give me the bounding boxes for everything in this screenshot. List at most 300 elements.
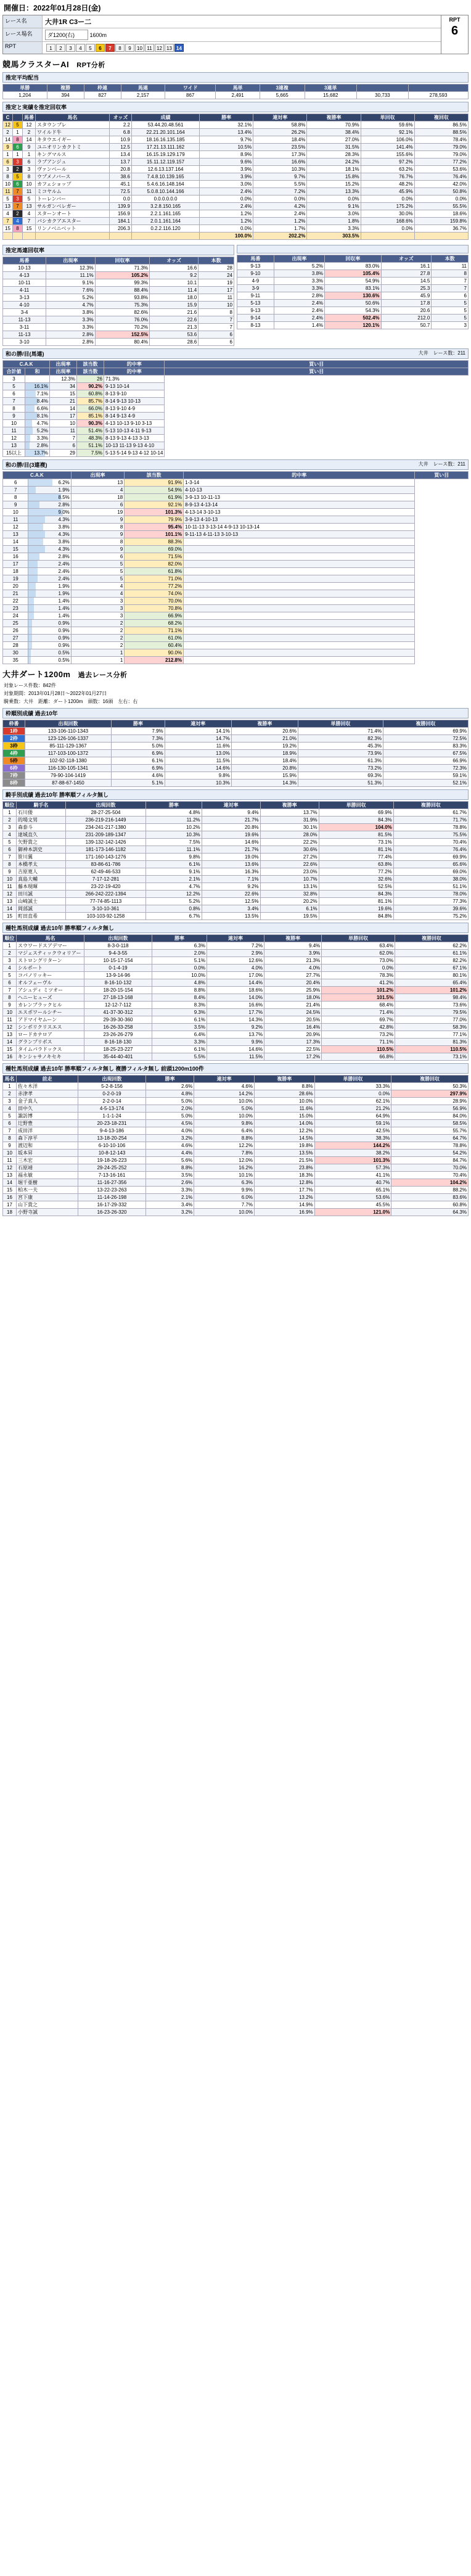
table-row[interactable] xyxy=(3,876,469,883)
win-rate: 11.1% xyxy=(146,846,202,854)
win-rate: 3.9% xyxy=(200,166,253,173)
rank: 3 xyxy=(3,824,17,831)
show-rate: 21.0% xyxy=(231,735,298,743)
cell-3: 28.6 xyxy=(150,339,199,346)
table-row[interactable] xyxy=(3,1031,469,1039)
bet-combination xyxy=(184,575,415,583)
table-row[interactable] xyxy=(3,1135,469,1142)
win-return: 45.5% xyxy=(314,1201,391,1209)
show-rate: 32.8% xyxy=(260,891,319,898)
win-rate: 6.1% xyxy=(112,757,165,765)
record-value: 62-49-46-533 xyxy=(66,868,146,876)
hit-count: 3 xyxy=(71,598,125,605)
table-row[interactable] xyxy=(3,568,469,575)
record-value: 12.6.13.137.164 xyxy=(132,166,200,173)
table-row[interactable] xyxy=(3,302,234,309)
table-row[interactable] xyxy=(3,772,469,780)
win-return: 69.7% xyxy=(322,1016,395,1024)
name: カレンブラックヒル xyxy=(17,1002,84,1009)
quinella-rate: 14.6% xyxy=(202,839,260,846)
table-row[interactable] xyxy=(3,1009,469,1016)
table-row[interactable] xyxy=(3,965,469,972)
table-row[interactable] xyxy=(3,509,469,516)
hit-count: 29 xyxy=(50,450,77,457)
table-row[interactable] xyxy=(3,494,469,501)
table-row[interactable] xyxy=(3,479,469,487)
total-blank xyxy=(3,232,13,240)
table-row[interactable] xyxy=(3,861,469,868)
table-row[interactable] xyxy=(3,144,469,151)
number-button-5[interactable]: 5 xyxy=(86,44,95,52)
table-row[interactable] xyxy=(3,898,469,905)
number-button-2[interactable]: 2 xyxy=(56,44,65,52)
table-row[interactable] xyxy=(3,891,469,898)
show-return: 69.0% xyxy=(393,868,468,876)
record-value: 9-4-13-186 xyxy=(78,1127,146,1135)
table-row[interactable] xyxy=(3,1105,469,1113)
table-row[interactable] xyxy=(3,324,234,331)
table-row[interactable] xyxy=(3,809,469,817)
record-value: 8-16-10-132 xyxy=(84,979,152,987)
table-row[interactable] xyxy=(3,398,469,405)
table-row[interactable] xyxy=(3,605,469,612)
appearance-rate: 2.8% xyxy=(28,553,71,561)
avg-payout-table xyxy=(2,84,469,99)
table-row[interactable] xyxy=(3,831,469,839)
rank: 15 xyxy=(3,1046,17,1053)
si-h-0: 馬名 xyxy=(3,1076,17,1083)
horse-name: ラブアンジュ xyxy=(36,158,110,166)
cell-3: 16.1 xyxy=(381,263,432,270)
quinella-rate: 9.7% xyxy=(253,173,307,181)
frame-number: 7 xyxy=(13,203,23,210)
cell-0: 3-10 xyxy=(3,339,46,346)
section4-meta2: 対象期間：2013年01月28日～2022年01月27日 xyxy=(4,691,107,696)
table-row[interactable] xyxy=(3,1053,469,1061)
quinella-rate: 14.7% xyxy=(165,735,231,743)
cell-2: 54.3% xyxy=(325,307,381,315)
table-row[interactable] xyxy=(3,728,469,735)
number-button-1[interactable]: 1 xyxy=(46,44,55,52)
cell-0: 10-13 xyxy=(3,265,46,272)
s3-h-3: 的中率 xyxy=(184,472,415,479)
table-row[interactable] xyxy=(3,1142,469,1150)
win-return: 30.0% xyxy=(361,210,414,218)
table-row[interactable] xyxy=(3,188,469,195)
number-button-6[interactable]: 6 xyxy=(96,44,105,52)
win-return: 78.3% xyxy=(322,972,395,979)
table-row[interactable] xyxy=(3,987,469,994)
show-rate: 15.8% xyxy=(307,173,361,181)
name: 三木宏 xyxy=(17,1157,78,1164)
table-row[interactable] xyxy=(3,1172,469,1179)
record-value: 0.0.0.0.0.0 xyxy=(132,195,200,203)
table-row[interactable] xyxy=(3,883,469,891)
s2-sum-label: 合計値 xyxy=(3,368,25,376)
table-row[interactable] xyxy=(237,300,469,307)
win-rate: 1.2% xyxy=(200,218,253,225)
cell-3: 53.6 xyxy=(150,331,199,339)
table-row[interactable] xyxy=(237,263,469,270)
table-row[interactable] xyxy=(3,538,469,546)
table-row[interactable] xyxy=(3,524,469,531)
hit-count: 5 xyxy=(71,561,125,568)
frame-number: 8 xyxy=(13,136,23,144)
win-return: 63.4% xyxy=(322,942,395,950)
table-row[interactable] xyxy=(3,642,469,649)
record-value: 9-4-3-55 xyxy=(84,950,152,957)
number-buttons xyxy=(43,42,187,54)
quinella-rate: 10.3% xyxy=(165,780,231,787)
table-row[interactable] xyxy=(3,1209,469,1216)
table-row[interactable] xyxy=(3,1024,469,1031)
table-row[interactable] xyxy=(3,173,469,181)
cell-3: 22.6 xyxy=(150,316,199,324)
show-rate: 20.2% xyxy=(260,898,319,905)
rank: 17 xyxy=(3,1201,17,1209)
table-row[interactable] xyxy=(3,1201,469,1209)
number-button-12[interactable]: 12 xyxy=(155,44,164,52)
table-row[interactable] xyxy=(3,376,469,383)
win-rate: 8.9% xyxy=(200,151,253,158)
table-row[interactable] xyxy=(237,307,469,315)
table-row[interactable] xyxy=(3,765,469,772)
table-row[interactable] xyxy=(3,309,234,316)
win-rate: 6.7% xyxy=(146,913,202,920)
table-row[interactable] xyxy=(3,1157,469,1164)
s2-h-0: 和 xyxy=(25,368,50,376)
odds-value: 13.4 xyxy=(110,151,132,158)
cell-3: 45.9 xyxy=(381,292,432,300)
show-return: 64.3% xyxy=(391,1209,469,1216)
win-return: 141.4% xyxy=(361,144,414,151)
table-row[interactable] xyxy=(237,270,469,278)
record-value: 117-103-100-1372 xyxy=(25,750,112,757)
table-row[interactable] xyxy=(3,450,469,457)
umaren-table-right xyxy=(237,255,469,329)
tr-h-7: 複勝回収 xyxy=(395,935,469,942)
jk-h-5: 複勝率 xyxy=(260,802,319,809)
win-return: 42.8% xyxy=(322,1024,395,1031)
table-row[interactable] xyxy=(3,839,469,846)
name: 坂本昇 xyxy=(17,1150,78,1157)
record-value: 16.15.19.129.179 xyxy=(132,151,200,158)
cell-2: 502.4% xyxy=(325,315,381,322)
win-return: 77.4% xyxy=(319,854,393,861)
table-row[interactable] xyxy=(3,994,469,1002)
show-return: 39.6% xyxy=(393,905,468,913)
bet-combination xyxy=(184,561,415,568)
win-return: 84.8% xyxy=(319,913,393,920)
frame-label: 7枠 xyxy=(3,772,25,780)
avg-v-5: 2,491 xyxy=(216,92,260,99)
est-h-3: 馬名 xyxy=(36,114,110,121)
table-row[interactable] xyxy=(3,316,234,324)
estimate-c: 1 xyxy=(3,151,13,158)
table-row[interactable] xyxy=(3,383,469,390)
number-button-14[interactable]: 14 xyxy=(174,44,184,52)
avg-h-5: 馬単 xyxy=(216,84,260,92)
hit-count: 13 xyxy=(71,479,125,487)
sum-value: 7 xyxy=(3,398,25,405)
horse-name: トーレンバー xyxy=(36,195,110,203)
record-value: 2-2-0-14 xyxy=(78,1098,146,1105)
record-value: 234-241-217-1380 xyxy=(66,824,146,831)
table-row[interactable] xyxy=(3,195,469,203)
bet-combination xyxy=(184,612,415,620)
quinella-rate: 13.6% xyxy=(202,861,260,868)
table-row[interactable] xyxy=(3,553,469,561)
table-row[interactable] xyxy=(3,1046,469,1053)
quinella-rate: 13.0% xyxy=(165,750,231,757)
win-rate: 6.9% xyxy=(112,750,165,757)
table-row[interactable] xyxy=(3,575,469,583)
table-row[interactable] xyxy=(3,757,469,765)
cell-2: 70.2% xyxy=(95,324,149,331)
sum-value: 10 xyxy=(3,509,28,516)
win-rate: 6.3% xyxy=(152,942,207,950)
win-rate: 1.2% xyxy=(200,210,253,218)
number-button-13[interactable]: 13 xyxy=(165,44,174,52)
rank: 9 xyxy=(3,1142,17,1150)
table-row[interactable] xyxy=(3,501,469,509)
win-return: 69.3% xyxy=(298,772,383,780)
hit-rate: 71.1% xyxy=(125,627,184,635)
show-rate: 27.0% xyxy=(307,136,361,144)
table-row[interactable] xyxy=(3,846,469,854)
quinella-rate: 20.8% xyxy=(202,824,260,831)
table-row[interactable] xyxy=(3,1016,469,1024)
hit-count: 2 xyxy=(71,642,125,649)
table-row[interactable] xyxy=(3,957,469,965)
table-row[interactable] xyxy=(237,278,469,285)
table-row[interactable] xyxy=(3,136,469,144)
table-row[interactable] xyxy=(3,272,234,279)
table-row[interactable] xyxy=(3,913,469,920)
name: 達城直久 xyxy=(17,831,66,839)
win-rate: 3.3% xyxy=(146,1187,194,1194)
table-row[interactable] xyxy=(3,979,469,987)
table-row[interactable] xyxy=(237,285,469,292)
table-row[interactable] xyxy=(237,315,469,322)
course-input[interactable]: ダ1200(右) xyxy=(45,30,88,40)
hit-count: 9 xyxy=(71,546,125,553)
appearance-rate: 1.9% xyxy=(28,583,71,590)
odds-value: 2.2 xyxy=(110,121,132,129)
show-return: 84.0% xyxy=(391,1113,469,1120)
table-row[interactable] xyxy=(3,427,469,435)
rank: 12 xyxy=(3,1164,17,1172)
number-button-3[interactable]: 3 xyxy=(66,44,75,52)
table-row[interactable] xyxy=(3,405,469,413)
table-row[interactable] xyxy=(3,735,469,743)
win-rate: 5.0% xyxy=(146,1113,194,1120)
table-row[interactable] xyxy=(3,972,469,979)
number-button-7[interactable]: 7 xyxy=(105,44,115,52)
table-row[interactable] xyxy=(3,561,469,568)
table-row[interactable] xyxy=(3,649,469,657)
table-row[interactable] xyxy=(3,279,234,287)
rank: 9 xyxy=(3,1002,17,1009)
table-row[interactable] xyxy=(3,158,469,166)
table-row[interactable] xyxy=(3,854,469,861)
table-row[interactable] xyxy=(3,1002,469,1009)
win-rate: 9.7% xyxy=(200,136,253,144)
table-row[interactable] xyxy=(3,905,469,913)
sum-value: 6 xyxy=(3,390,25,398)
race-course-value xyxy=(43,28,109,41)
record-value: 266-242-222-1394 xyxy=(66,891,146,898)
frame-number: 6 xyxy=(13,144,23,151)
table-row[interactable] xyxy=(3,225,469,232)
table-row[interactable] xyxy=(3,166,469,173)
win-rate: 8.3% xyxy=(152,1002,207,1009)
number-button-8[interactable]: 8 xyxy=(115,44,125,52)
frame-label: 3枠 xyxy=(3,743,25,750)
number-button-10[interactable]: 10 xyxy=(135,44,144,52)
table-row[interactable] xyxy=(3,121,469,129)
table-row[interactable] xyxy=(3,868,469,876)
rank: 3 xyxy=(3,1098,17,1105)
table-row[interactable] xyxy=(3,339,234,346)
record-value: 29-39-30-360 xyxy=(84,1016,152,1024)
table-row[interactable] xyxy=(3,1113,469,1120)
table-row[interactable] xyxy=(3,750,469,757)
table-row[interactable] xyxy=(3,181,469,188)
table-row[interactable] xyxy=(3,516,469,524)
table-row[interactable] xyxy=(3,1083,469,1090)
table-row[interactable] xyxy=(3,210,469,218)
table-row[interactable] xyxy=(3,824,469,831)
quinella-rate: 8.8% xyxy=(194,1135,255,1142)
bet-combination xyxy=(184,642,415,649)
show-rate: 28.3% xyxy=(307,151,361,158)
table-row[interactable] xyxy=(3,590,469,598)
table-row[interactable] xyxy=(3,620,469,627)
table-row[interactable] xyxy=(3,627,469,635)
table-row[interactable] xyxy=(3,390,469,398)
table-row[interactable] xyxy=(3,1090,469,1098)
table-row[interactable] xyxy=(3,218,469,225)
table-row[interactable] xyxy=(3,1187,469,1194)
table-row[interactable] xyxy=(3,583,469,590)
table-row[interactable] xyxy=(3,1120,469,1127)
est-h-4: オッズ xyxy=(110,114,132,121)
table-row[interactable] xyxy=(3,151,469,158)
win-return: 63.2% xyxy=(361,166,414,173)
table-row[interactable] xyxy=(3,265,234,272)
sum-value: 20 xyxy=(3,583,28,590)
bet-combination xyxy=(184,590,415,598)
table-row[interactable] xyxy=(3,1098,469,1105)
table-row[interactable] xyxy=(237,292,469,300)
show-rate: 20.4% xyxy=(264,979,322,987)
table-row[interactable] xyxy=(3,950,469,957)
table-row[interactable] xyxy=(3,287,234,294)
show-rate: 18.3% xyxy=(254,1172,314,1179)
table-row[interactable] xyxy=(3,598,469,605)
show-rate: 14.5% xyxy=(254,1135,314,1142)
table-row[interactable] xyxy=(3,1194,469,1201)
table-row[interactable] xyxy=(3,331,234,339)
show-rate: 6.1% xyxy=(260,905,319,913)
table-row[interactable] xyxy=(3,657,469,664)
table-row[interactable] xyxy=(3,294,234,302)
sum-value: 25 xyxy=(3,620,28,627)
number-button-9[interactable]: 9 xyxy=(125,44,134,52)
est-h-5: 成績 xyxy=(132,114,200,121)
sum-value: 27 xyxy=(3,635,28,642)
number-button-11[interactable]: 11 xyxy=(145,44,154,52)
table-row[interactable] xyxy=(3,1164,469,1172)
hit-rate: 85.1% xyxy=(77,413,104,420)
race-name-value: 大井1R C3ー二 xyxy=(45,19,92,26)
table-row[interactable] xyxy=(3,1039,469,1046)
table-row[interactable] xyxy=(3,635,469,642)
table-row[interactable] xyxy=(3,1179,469,1187)
table-row[interactable] xyxy=(3,1127,469,1135)
hit-rate: 70.0% xyxy=(125,598,184,605)
show-return: 65.6% xyxy=(393,861,468,868)
umaren-table-title: 推定馬連回収率 xyxy=(2,245,234,255)
table-row[interactable] xyxy=(3,413,469,420)
table-row[interactable] xyxy=(3,487,469,494)
table-row[interactable] xyxy=(3,531,469,538)
win-return: 45.9% xyxy=(361,188,414,195)
record-value: 3.2.8.150.165 xyxy=(132,203,200,210)
rank: 16 xyxy=(3,1194,17,1201)
table-row[interactable] xyxy=(3,435,469,442)
show-return: 78.0% xyxy=(393,891,468,898)
name: 山下貴之 xyxy=(17,1201,78,1209)
cell-4: 28 xyxy=(199,265,234,272)
table-row[interactable] xyxy=(3,420,469,427)
table-row[interactable] xyxy=(3,442,469,450)
table-row[interactable] xyxy=(3,817,469,824)
number-button-4[interactable]: 4 xyxy=(76,44,85,52)
show-return: 72.5% xyxy=(383,735,468,743)
table-row[interactable] xyxy=(3,546,469,553)
table-row[interactable] xyxy=(3,203,469,210)
hit-count: 6 xyxy=(71,553,125,561)
appearance-rate xyxy=(25,376,50,383)
table-row[interactable] xyxy=(3,743,469,750)
win-rate: 0.0% xyxy=(200,225,253,232)
show-return: 83.3% xyxy=(383,743,468,750)
table-row[interactable] xyxy=(3,612,469,620)
table-row[interactable] xyxy=(3,1150,469,1157)
race-name-label: レース名 xyxy=(3,15,43,28)
jk-h-0: 順位 xyxy=(3,802,17,809)
show-return: 77.2% xyxy=(414,158,468,166)
show-return: 77.1% xyxy=(395,1031,469,1039)
table-row[interactable] xyxy=(3,780,469,787)
show-rate: 30.1% xyxy=(260,824,319,831)
cell-1: 3.3% xyxy=(46,324,96,331)
show-return: 79.0% xyxy=(414,144,468,151)
table-row[interactable] xyxy=(3,942,469,950)
table-row[interactable] xyxy=(237,322,469,329)
odds-value: 156.9 xyxy=(110,210,132,218)
quinella-rate: 9.8% xyxy=(165,772,231,780)
quinella-rate: 4.0% xyxy=(207,965,264,972)
win-rate: 3.0% xyxy=(200,181,253,188)
quinella-rate: 6.4% xyxy=(194,1127,255,1135)
avg-h-0: 単勝 xyxy=(3,84,47,92)
win-rate: 7.3% xyxy=(112,735,165,743)
table-row[interactable] xyxy=(3,129,469,136)
avg-payout-title: 推定平均配当 xyxy=(2,72,469,83)
